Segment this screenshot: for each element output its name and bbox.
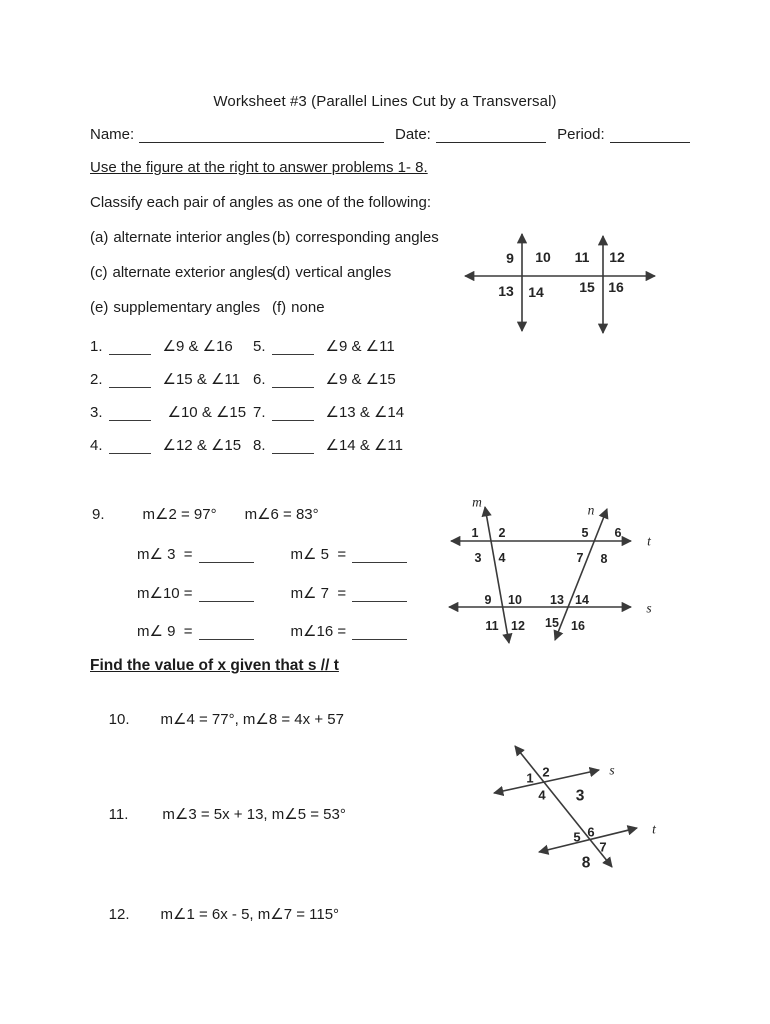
answer-blank[interactable] bbox=[352, 624, 407, 640]
problem-number: 8. bbox=[253, 437, 266, 454]
period-blank[interactable] bbox=[610, 126, 690, 143]
problem-10 bbox=[92, 693, 344, 745]
page-title: Worksheet #3 (Parallel Lines Cut by a Transversal) bbox=[213, 93, 557, 110]
option-e bbox=[90, 299, 260, 316]
answer-blank[interactable] bbox=[352, 547, 407, 563]
angle-label-11: 11 bbox=[574, 249, 590, 265]
problem-9-given bbox=[92, 505, 319, 523]
angle-label-15: 15 bbox=[579, 279, 595, 295]
answer-blank[interactable] bbox=[272, 339, 314, 355]
problem-number: 5. bbox=[253, 338, 266, 355]
answer-blank[interactable] bbox=[272, 372, 314, 388]
angle-label-4: 4 bbox=[498, 550, 506, 565]
problem-text: m∠1 = 6x - 5, m∠7 = 115° bbox=[160, 906, 340, 923]
angle-label-3: 3 bbox=[474, 550, 482, 565]
given-2: m∠6 = 83° bbox=[244, 506, 319, 523]
angle-pair: ∠10 & ∠15 bbox=[167, 404, 247, 421]
problem-4 bbox=[90, 436, 241, 454]
angle-measure-label: m∠ 3 = bbox=[137, 546, 193, 563]
problem-8 bbox=[253, 436, 403, 454]
problem-9-row2 bbox=[137, 584, 407, 602]
figure2-lines bbox=[445, 498, 660, 653]
answer-blank[interactable] bbox=[109, 372, 151, 388]
option-label: alternate interior angles bbox=[113, 229, 271, 246]
problem-5 bbox=[253, 337, 395, 355]
angle-label-3: 3 bbox=[575, 787, 585, 805]
header-fields bbox=[90, 126, 690, 143]
figure-two-transversals bbox=[455, 225, 665, 340]
classify-heading: Classify each pair of angles as one of the following: bbox=[90, 194, 432, 211]
angle-label-2: 2 bbox=[542, 764, 550, 780]
problem-number: 6. bbox=[253, 371, 266, 388]
instruction-heading: Use the figure at the right to answer problems 1- 8. bbox=[90, 159, 428, 176]
line-t-label: t bbox=[652, 821, 656, 837]
problem-11 bbox=[92, 788, 346, 840]
angle-measure-label: m∠ 9 = bbox=[137, 623, 193, 640]
given-1: m∠2 = 97° bbox=[142, 506, 217, 523]
answer-blank[interactable] bbox=[199, 547, 254, 563]
angle-label-14: 14 bbox=[575, 592, 589, 607]
line-s-label: s bbox=[609, 762, 615, 778]
angle-label-13: 13 bbox=[550, 592, 564, 607]
option-b bbox=[272, 229, 439, 246]
angle-label-4: 4 bbox=[538, 787, 546, 803]
angle-measure-label: m∠16 = bbox=[290, 623, 347, 640]
problem-6 bbox=[253, 370, 396, 388]
name-label: Name: bbox=[90, 126, 135, 143]
problem-1 bbox=[90, 337, 233, 355]
angle-label-16: 16 bbox=[608, 279, 624, 295]
angle-pair: ∠15 & ∠11 bbox=[162, 371, 241, 388]
problem-number: 1. bbox=[90, 338, 103, 355]
figure-parallel-lines-st bbox=[478, 738, 668, 878]
problem-number: 10. bbox=[108, 711, 130, 728]
answer-blank[interactable] bbox=[272, 438, 314, 454]
angle-label-6: 6 bbox=[587, 824, 595, 840]
answer-blank[interactable] bbox=[109, 438, 151, 454]
angle-label-15: 15 bbox=[545, 615, 559, 630]
option-label: supplementary angles bbox=[113, 299, 261, 316]
date-blank[interactable] bbox=[436, 126, 546, 143]
line-m-label: m bbox=[472, 494, 482, 510]
angle-label-7: 7 bbox=[576, 550, 584, 565]
date-label: Date: bbox=[395, 126, 431, 143]
option-label: vertical angles bbox=[295, 264, 392, 281]
option-c bbox=[90, 264, 273, 281]
option-key: (e) bbox=[90, 299, 109, 316]
line-s-label: s bbox=[646, 600, 652, 616]
angle-pair: ∠14 & ∠11 bbox=[325, 437, 404, 454]
angle-label-9: 9 bbox=[484, 592, 492, 607]
line-n-label: n bbox=[587, 502, 595, 518]
angle-label-5: 5 bbox=[573, 829, 581, 845]
problem-number: 11. bbox=[108, 806, 129, 823]
problem-3 bbox=[90, 403, 246, 421]
option-label: corresponding angles bbox=[295, 229, 439, 246]
option-key: (c) bbox=[90, 264, 108, 281]
problem-number: 12. bbox=[108, 906, 130, 923]
option-d bbox=[272, 264, 391, 281]
problem-2 bbox=[90, 370, 240, 388]
angle-measure-label: m∠10 = bbox=[137, 585, 193, 602]
problem-7 bbox=[253, 403, 404, 421]
name-blank[interactable] bbox=[139, 126, 384, 143]
option-key: (d) bbox=[272, 264, 291, 281]
angle-label-8: 8 bbox=[600, 551, 608, 566]
transversal-line bbox=[515, 746, 615, 867]
option-key: (f) bbox=[272, 299, 287, 316]
answer-blank[interactable] bbox=[109, 339, 151, 355]
period-label: Period: bbox=[557, 126, 605, 143]
problem-9-row1 bbox=[137, 545, 407, 563]
option-a bbox=[90, 229, 270, 246]
angle-pair: ∠9 & ∠15 bbox=[325, 371, 396, 388]
answer-blank[interactable] bbox=[352, 586, 407, 602]
problem-number: 7. bbox=[253, 404, 266, 421]
angle-pair: ∠9 & ∠11 bbox=[325, 338, 395, 355]
angle-pair: ∠12 & ∠15 bbox=[162, 437, 242, 454]
angle-measure-label: m∠ 5 = bbox=[290, 546, 347, 563]
angle-label-12: 12 bbox=[511, 618, 525, 633]
angle-label-9: 9 bbox=[506, 250, 514, 266]
angle-label-14: 14 bbox=[528, 284, 544, 300]
option-key: (b) bbox=[272, 229, 291, 246]
angle-label-16: 16 bbox=[571, 618, 585, 633]
option-key: (a) bbox=[90, 229, 109, 246]
option-label: alternate exterior angles bbox=[112, 264, 274, 281]
problem-number: 2. bbox=[90, 371, 103, 388]
option-label: none bbox=[291, 299, 325, 316]
angle-label-13: 13 bbox=[498, 283, 514, 299]
figure3-lines bbox=[478, 738, 668, 878]
angle-pair: ∠13 & ∠14 bbox=[325, 404, 405, 421]
figure-parallel-lines-mn bbox=[445, 494, 660, 653]
angle-label-6: 6 bbox=[614, 525, 622, 540]
problem-number: 9. bbox=[92, 506, 105, 523]
answer-blank[interactable] bbox=[199, 624, 254, 640]
problem-9-row3 bbox=[137, 622, 407, 640]
problem-text: m∠3 = 5x + 13, m∠5 = 53° bbox=[162, 806, 346, 823]
problem-text: m∠4 = 77°, m∠8 = 4x + 57 bbox=[160, 711, 344, 728]
option-f bbox=[272, 299, 325, 316]
find-x-heading: Find the value of x given that s // t bbox=[90, 657, 339, 674]
angle-label-11: 11 bbox=[485, 618, 499, 633]
angle-label-1: 1 bbox=[471, 525, 479, 540]
angle-label-12: 12 bbox=[609, 249, 625, 265]
problem-number: 4. bbox=[90, 437, 103, 454]
angle-label-1: 1 bbox=[526, 770, 534, 786]
answer-blank[interactable] bbox=[272, 405, 314, 421]
line-t-label: t bbox=[647, 533, 651, 549]
angle-pair: ∠9 & ∠16 bbox=[162, 338, 233, 355]
angle-label-5: 5 bbox=[581, 525, 589, 540]
figure1-lines bbox=[455, 225, 665, 340]
angle-label-7: 7 bbox=[599, 839, 607, 855]
answer-blank[interactable] bbox=[109, 405, 151, 421]
angle-label-8: 8 bbox=[581, 854, 591, 872]
angle-label-2: 2 bbox=[498, 525, 506, 540]
problem-12 bbox=[92, 888, 339, 940]
angle-label-10: 10 bbox=[535, 249, 551, 265]
problem-number: 3. bbox=[90, 404, 103, 421]
angle-measure-label: m∠ 7 = bbox=[290, 585, 347, 602]
angle-label-10: 10 bbox=[508, 592, 522, 607]
answer-blank[interactable] bbox=[199, 586, 254, 602]
